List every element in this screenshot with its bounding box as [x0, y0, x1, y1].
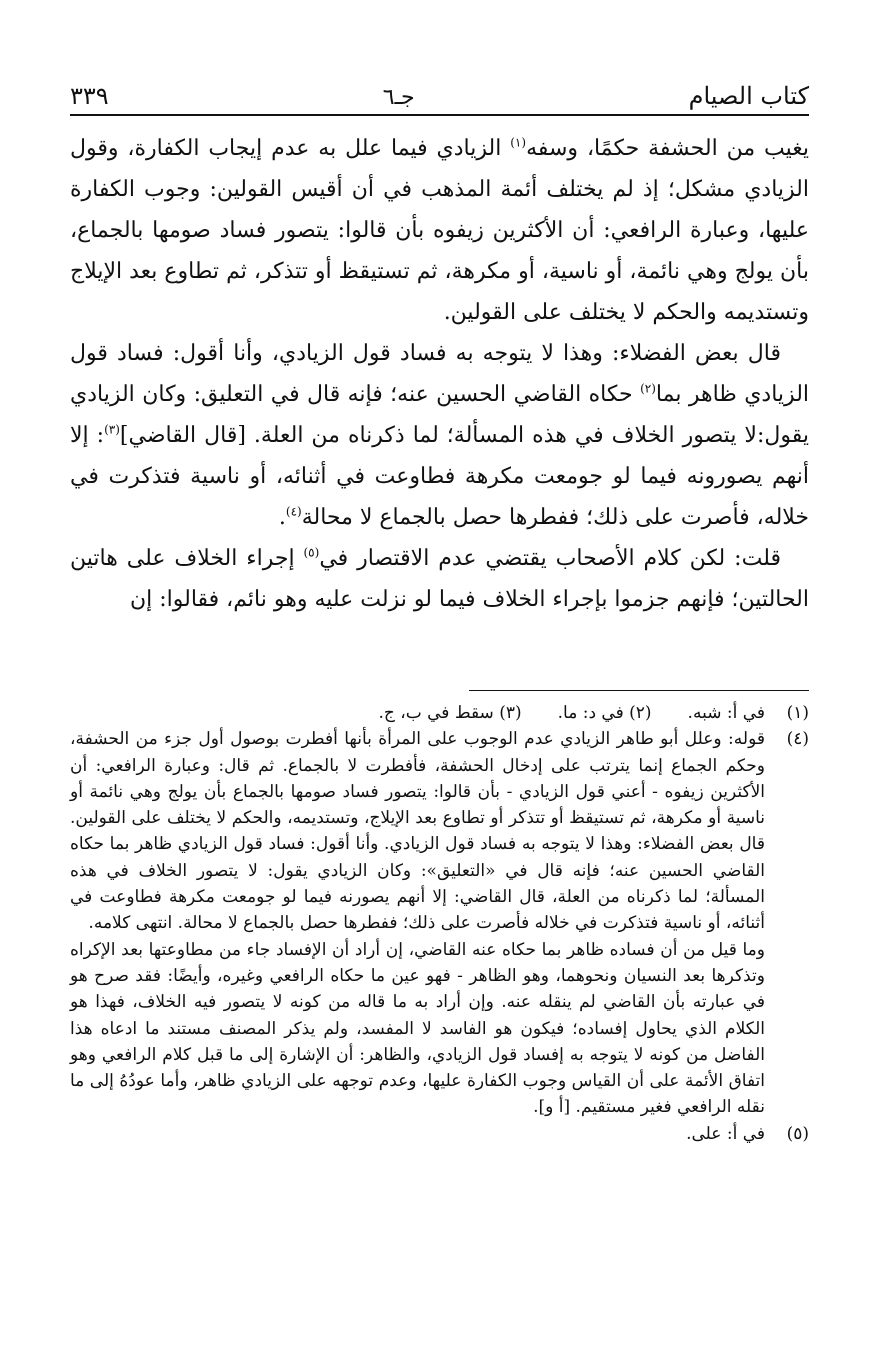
footnote-item-2: [558, 700, 652, 726]
footnote-row-1-3: [70, 700, 809, 726]
footnote-item-3: [378, 700, 521, 726]
page-number: ٣٣٩: [70, 82, 109, 110]
footnote-text-1: في أ: شبه.: [687, 703, 765, 723]
paragraph-2: [70, 333, 809, 538]
footnote-number-4: (٤): [786, 729, 809, 750]
main-text: [70, 128, 809, 620]
footnote-number-5: (٥): [786, 1123, 809, 1144]
footnote-group: [70, 700, 765, 726]
footnote-separator: [469, 690, 809, 691]
footnote-ref-4: (٤): [285, 504, 302, 519]
footnote-text-2: في د: ما.: [557, 703, 624, 723]
footnote-number-1: (١): [786, 703, 809, 723]
paragraph-3: [70, 538, 809, 620]
text-run: يغيب من الحشفة حكمًا، وسفه: [526, 136, 809, 161]
footnote-ref-3: (٣): [104, 422, 120, 437]
volume-label: جـ٦: [382, 85, 415, 110]
footnote-text-5: في أ: على.: [686, 1123, 765, 1144]
page-header: [70, 70, 809, 116]
text-run: قلت: لكن كلام الأصحاب يقتضي عدم الاقتصار في: [319, 546, 781, 571]
text-run: قال بعض الفضلاء: وهذا لا يتوجه به فساد قول الزيادي، وأنا أقول: فساد قول الزيادي ظاهر بما: [70, 341, 810, 407]
text-run: إجراء الخلاف على هاتين الحالتين؛ فإنهم جزموا بإجراء الخلاف فيما لو نزلت عليه وهو نائم، فقالوا: إن: [70, 546, 809, 612]
footnote-row-5: [70, 1121, 809, 1147]
footnote-row-4: [70, 726, 809, 1120]
paragraph-1: [70, 128, 809, 333]
footnote-4-part-2: وما قيل من أن فساده ظاهر بما حكاه عنه القاضي، إن أراد أن الإفساد جاء من مطاوعتها بعد الإكراه وتذكرها بعد النسيان ونحوهما، وهو الظاهر - فهو عين ما حكاه الرافعي وغيره، وأيضًا: فقد صرح هو في عبارته بأن القاضي لم ينقله عنه. وإن أراد به ما قاله من كونه لا يتصور فيه الخلاف، فهذا هو الكلام الذي يحاول إفساده؛ فيكون هو الفاسد لا المفسد، ولم يذكر المصنف مستند ما ادعاه هذا الفاضل من كونه لا يتوجه به إفساد قول الزيادي، والظاهر: أن الإشارة إلى ما قبل كلام الرافعي وهو اتفاق الأئمة على أن القياس وجوب الكفارة عليها، وعدم توجهه على الزيادي ظاهر، وأما عودُهُ إلى ما نقله الرافعي فغير مستقيم. [أ و].: [70, 939, 765, 1118]
footnote-number-3: (٣): [499, 703, 522, 723]
footnotes: [70, 700, 809, 1147]
footnote-number-2: (٢): [629, 703, 652, 723]
text-run: الزيادي فيما علل به عدم إيجاب الكفارة، وقول الزيادي مشكل؛ إذ لم يختلف أئمة المذهب في أن أقيس القولين: وجوب الكفارة عليها، وعبارة الرافعي: أن الأكثرين زيفوه بأن قالوا: يتصور فساد صومها بالجماع، بأن يولج وهي نائمة، أو ناسية، أو مكرهة، ثم تستيقظ أو تتذكر، ثم تطاوع بعد الإيلاج وتستديمه والحكم لا يختلف على القولين.: [70, 136, 809, 325]
book-title: كتاب الصيام: [688, 82, 809, 110]
footnote-text-3: سقط في ب، ج.: [378, 703, 494, 723]
footnote-ref-2: (٢): [640, 381, 656, 396]
text-run: .: [278, 505, 286, 530]
footnote-ref-1: (١): [510, 135, 527, 150]
footnote-4-part-1: قوله: وعلل أبو طاهر الزيادي عدم الوجوب على المرأة بأنها أفطرت بوصول أول جزء من الحشفة، وحكم الجماع إنما يترتب على إدخال الحشفة، فأفطرت لا بالجماع. ثم قال: وعبارة الرافعي: أن الأكثرين زيفوه - أعني قول الزيادي - بأن قالوا: يتصور فساد صومها بالجماع بأن يولج وهي نائمة أو ناسية أو مكرهة، ثم تستيقظ أو تتذكر أو تطاوع بعد الإيلاج، وتستديمه، والحكم لا يختلف على القولين. قال بعض الفضلاء: وهذا لا يتوجه به فساد قول الزيادي. وأنا أقول: فساد قول الزيادي ظاهر بما حكاه القاضي الحسين عنه؛ فإنه قال في «التعليق»: وكان الزيادي يقول: لا يتصور الخلاف في هذه المسألة؛ لما ذكرناه من العلة، قال القاضي: إلا أنهم يصورنه فيما لو جومعت مكرهة فطاوعت في أثنائه، أو ناسية فتذكرت في خلاله فأصرت على ذلك؛ ففطرها حصل بالجماع لا محالة. انتهى كلامه.: [70, 729, 765, 934]
footnote-body-4: [70, 726, 765, 1120]
text-run: حكاه القاضي الحسين عنه؛ فإنه قال في التعليق: وكان الزيادي يقول:لا يتصور الخلاف في هذه المسألة؛ لما ذكرناه من العلة. [قال القاضي]: [70, 382, 809, 448]
footnote-ref-5: (٥): [303, 545, 320, 560]
text-run: : إلا أنهم يصورونه فيما لو جومعت مكرهة فطاوعت في أثنائه، أو ناسية فتذكرت في خلاله، فأصرت على ذلك؛ ففطرها حصل بالجماع لا محالة: [70, 423, 809, 530]
